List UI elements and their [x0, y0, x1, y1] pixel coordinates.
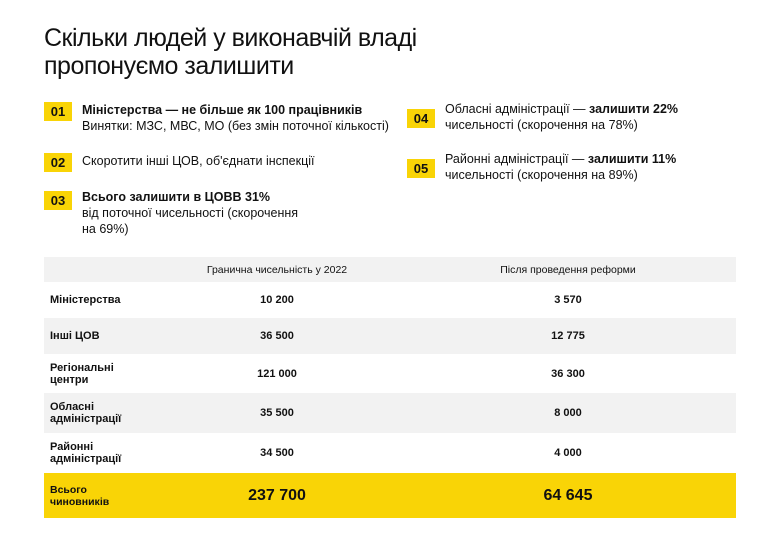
item-text: Районні адміністрації — [445, 152, 588, 166]
list-item [407, 151, 676, 183]
value-after: 3 570 [554, 294, 582, 306]
list-item [44, 153, 315, 172]
staff-table [44, 257, 736, 518]
row-label: Міністерства [50, 294, 121, 306]
item-text: від поточної чисельності (скорочення на 69%) [82, 206, 299, 236]
item-text: чисельності (скорочення на 89%) [445, 168, 638, 182]
title-line-2: пропонуємо залишити [44, 52, 294, 80]
title-line-1: Скільки людей у виконавчій владі [44, 24, 417, 52]
page-title [44, 24, 417, 80]
value-2022: 36 500 [260, 330, 294, 342]
item-text: Обласні адміністрації — [445, 102, 590, 116]
table-row [44, 433, 736, 473]
number-badge: 04 [407, 109, 435, 128]
total-label: Всього чиновників [50, 483, 110, 508]
table-row [44, 282, 736, 318]
item-text: чисельності (скорочення на 78%) [445, 118, 638, 132]
list-item [407, 101, 678, 133]
item-heading: Міністерства — не більше як 100 працівників [82, 103, 363, 117]
value-2022: 34 500 [260, 447, 294, 459]
header-cell: Гранична чисельність у 2022 [206, 263, 348, 276]
value-after: 8 000 [554, 407, 582, 419]
table-header [44, 257, 736, 282]
total-after: 64 645 [543, 486, 593, 504]
number-badge: 01 [44, 102, 72, 121]
item-heading: залишити 11% [587, 152, 677, 166]
value-after: 12 775 [551, 330, 585, 342]
value-after: 4 000 [554, 447, 582, 459]
number-badge: 05 [407, 159, 435, 178]
value-2022: 121 000 [257, 367, 297, 380]
row-label: Регіональні центри [50, 361, 114, 386]
number-badge: 02 [44, 153, 72, 172]
row-label: Інші ЦОВ [50, 330, 100, 342]
item-heading: залишити 22% [589, 102, 679, 116]
value-2022: 10 200 [260, 294, 294, 306]
list-item [44, 189, 324, 237]
item-heading: Всього залишити в ЦОВВ 31% [82, 190, 271, 204]
item-text: Винятки: МЗС, МВС, МО (без змін поточної кількості) [82, 119, 389, 133]
value-2022: 35 500 [260, 407, 294, 419]
list-item [44, 102, 389, 134]
row-label: Обласні адміністрації [50, 401, 122, 425]
total-2022: 237 700 [248, 486, 306, 504]
item-text: Скоротити інші ЦОВ, об'єднати інспекції [82, 154, 315, 168]
header-cell: Після проведення реформи [500, 263, 636, 276]
total-row [44, 473, 736, 518]
value-after: 36 300 [551, 367, 585, 380]
table-row [44, 318, 736, 354]
number-badge: 03 [44, 191, 72, 210]
row-label: Районні адміністрації [50, 441, 122, 465]
table-row [44, 393, 736, 433]
table-row [44, 354, 736, 393]
